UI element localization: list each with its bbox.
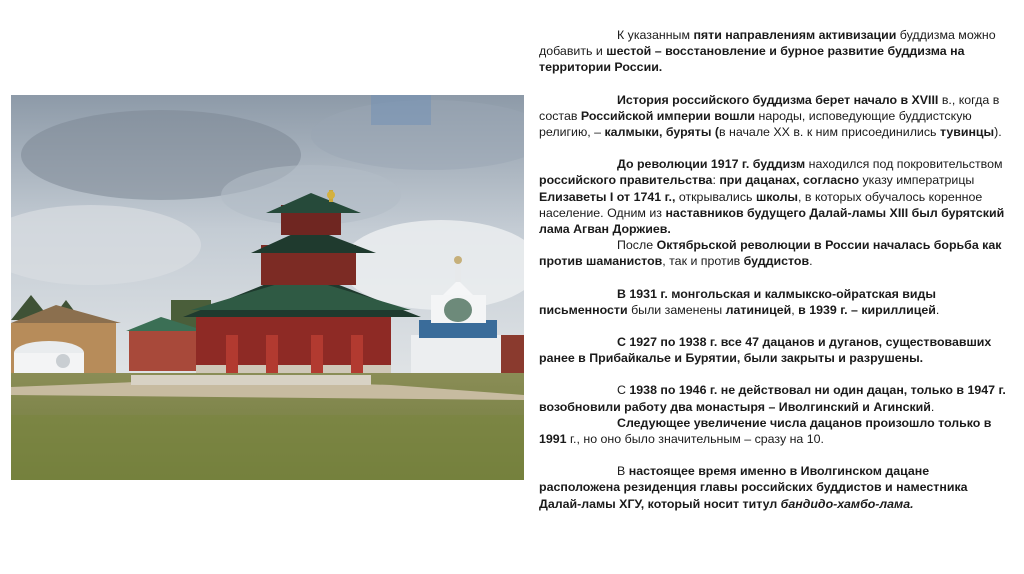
paragraph-4: После Октябрьской революции в России началась борьба как против шаманистов, так и против буддистов.	[539, 238, 1002, 269]
temple-photo-drawing	[11, 95, 524, 480]
paragraph-7: С 1938 по 1946 г. не действовал ни один дацан, только в 1947 г. возобновили работу два монастыря – Иволгинский и Агинский.	[539, 383, 1006, 414]
paragraph-9: В настоящее время именно в Иволгинском дацане расположена резиденция главы российских буддистов и наместника Далай-ламы ХГУ, который носит титул бандидо-хамбо-лама.	[539, 464, 968, 511]
paragraph-2: История российского буддизма берет начало в XVIII в., когда в состав Российской империи вошли народы, исповедующие буддистскую религию, – калмыки, буряты (в начале XX в. к ним присоединились тувинцы).	[539, 92, 1002, 140]
paragraph-6: С 1927 по 1938 г. все 47 дацанов и дуганов, существовавших ранее в Прибайкалье и Бурятии, были закрыты и разрушены.	[539, 335, 992, 366]
paragraph-8: Следующее увеличение числа дацанов произошло только в 1991 г., но оно было значительным – сразу на 10.	[539, 415, 992, 447]
article-text	[539, 27, 1009, 512]
paragraph-1: К указанным пяти направлениям активизации буддизма можно добавить и шестой – восстановление и бурное развитие буддизма на территории России.	[539, 28, 996, 75]
temple-photo	[11, 95, 524, 480]
paragraph-5: В 1931 г. монгольская и калмыкско-ойратская виды письменности были заменены латиницей, в 1939 г. – кириллицей.	[539, 286, 940, 317]
paragraph-3: До революции 1917 г. буддизм находился под покровительством российского правительства: при дацанах, согласно указу императрицы Елизаветы I от 1741 г., открывались школы, в которых обучалось коренное население. Одним из наставников будущего Далай-ламы XIII был бурятский лама Агван Доржиев.	[539, 157, 1005, 237]
